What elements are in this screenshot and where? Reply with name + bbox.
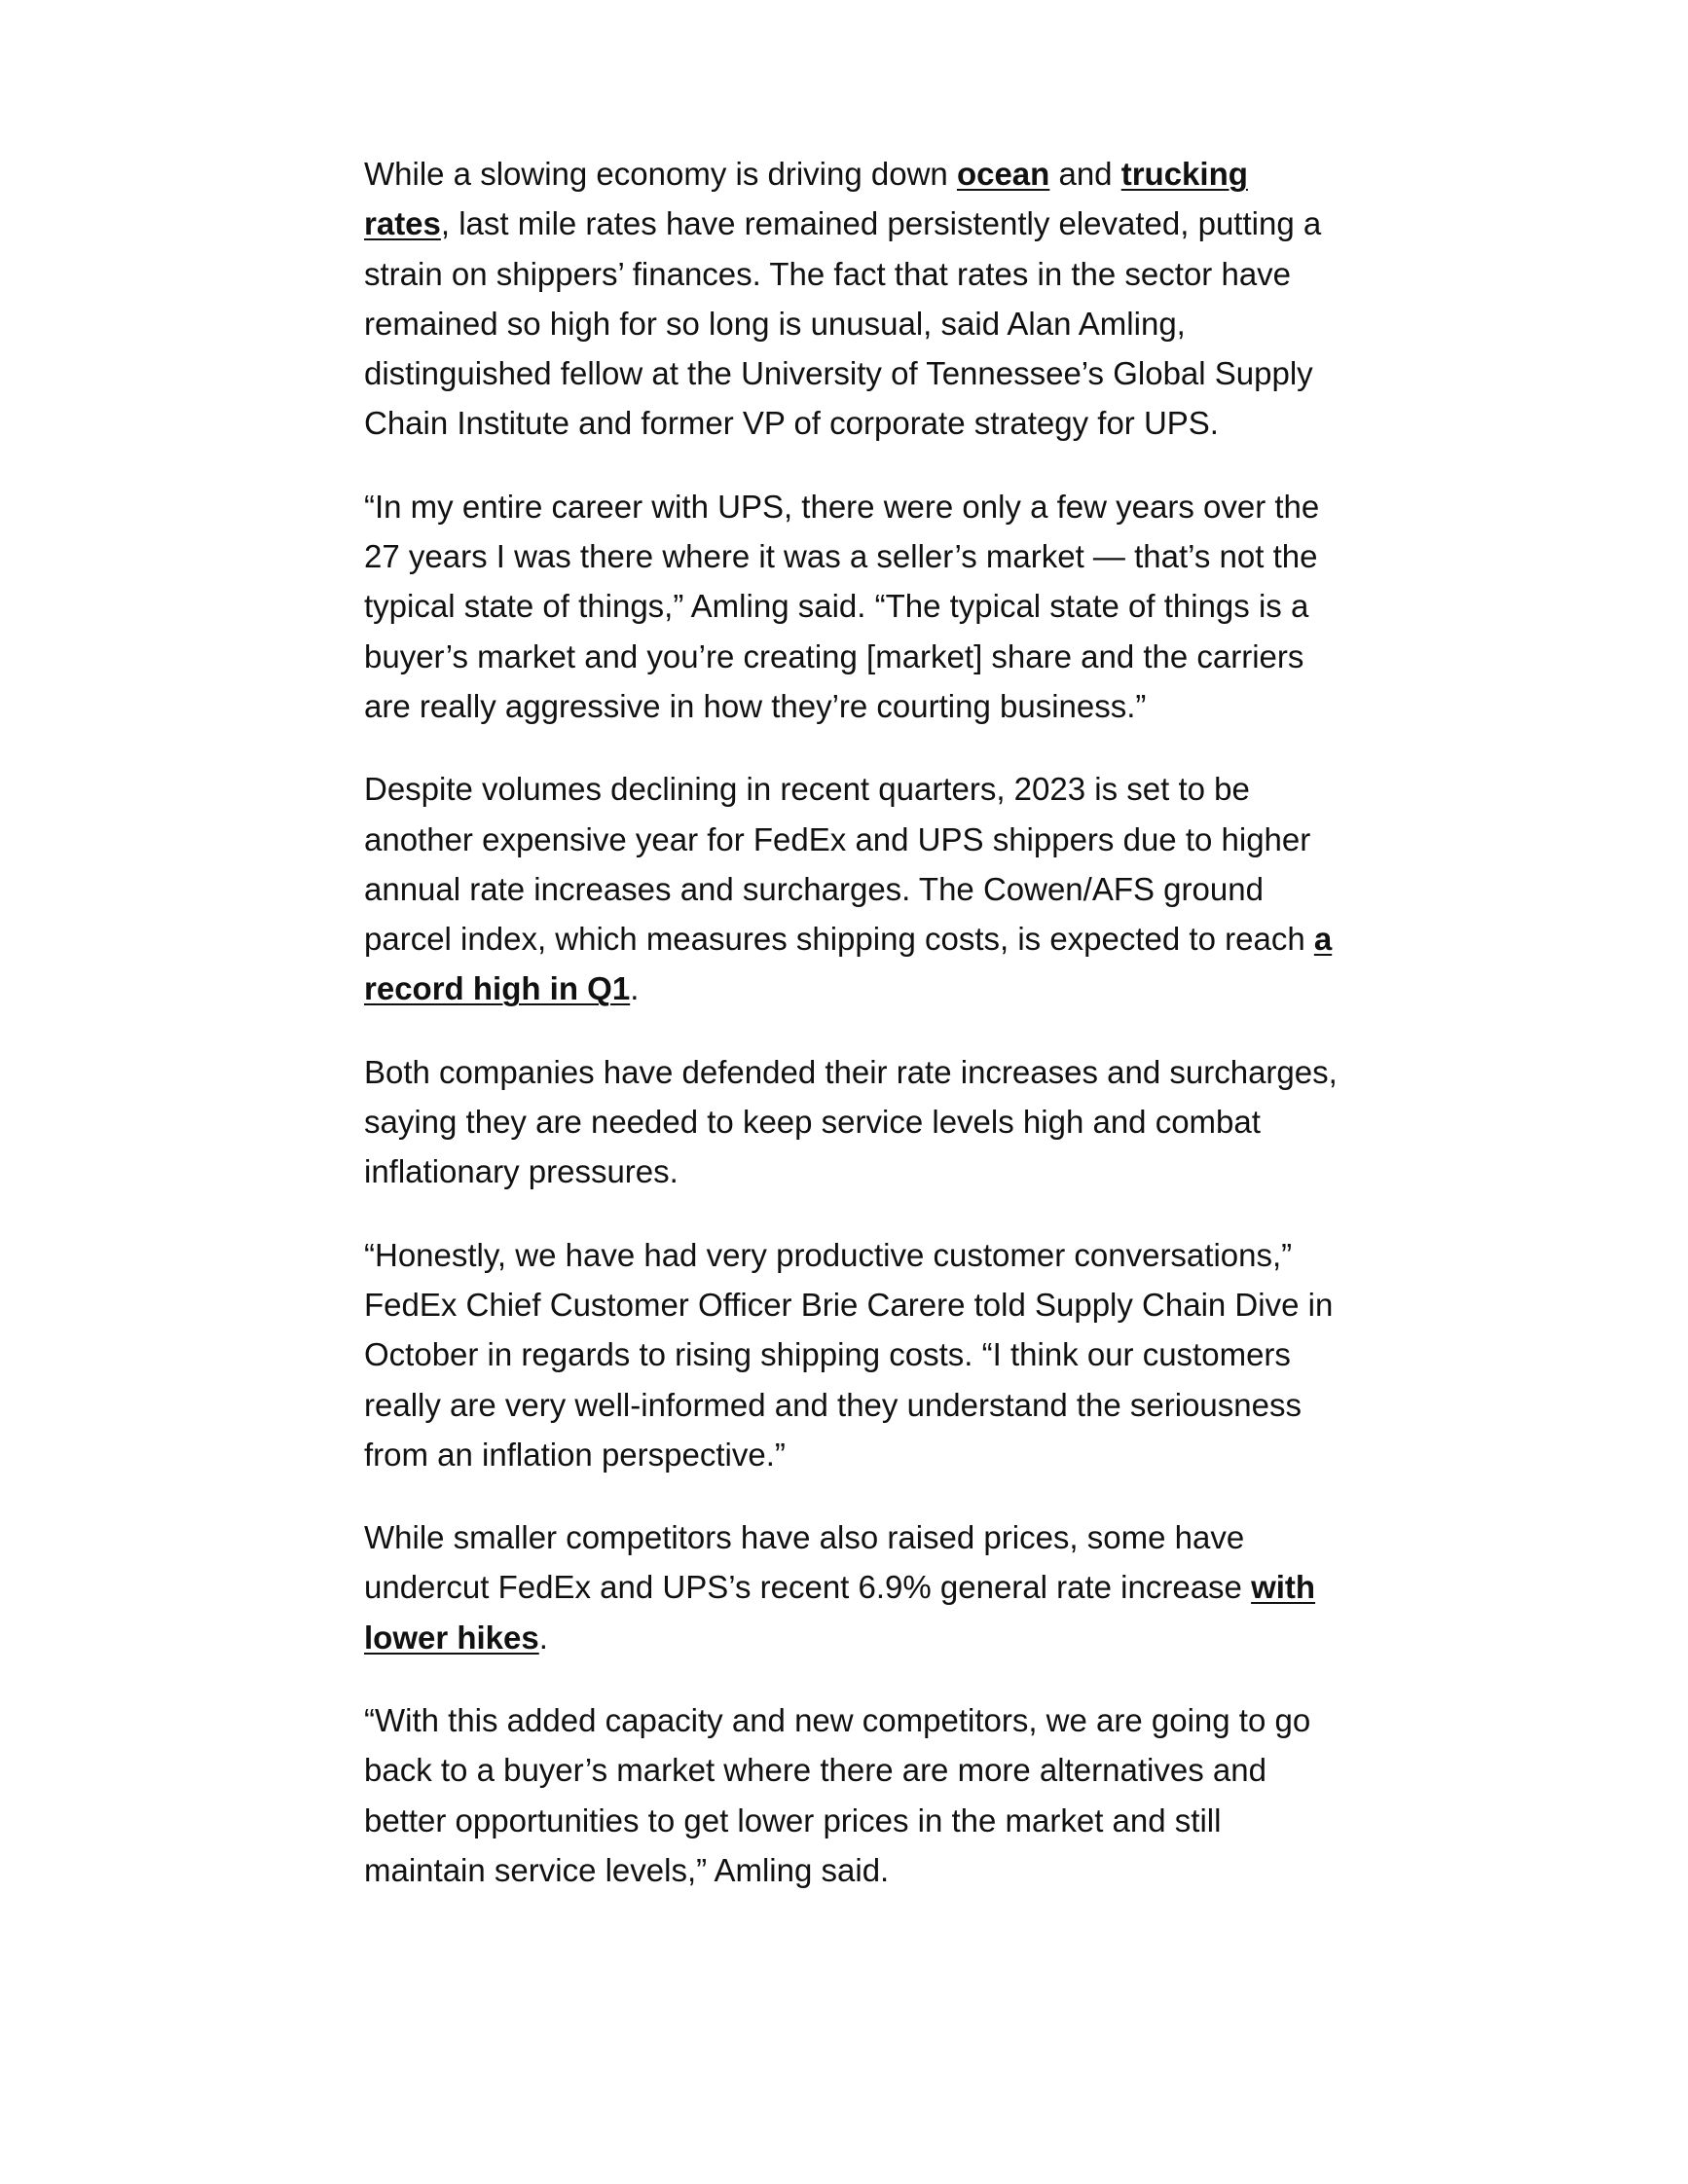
paragraph-defended-increases: Both companies have defended their rate increases and surcharges, saying they are needed to keep service levels high and combat inflationary pressures. <box>364 1053 1338 1190</box>
paragraph-rates <box>364 149 1338 449</box>
paragraph-text: . <box>538 1619 548 1656</box>
paragraph-text: and <box>1049 156 1121 192</box>
paragraph-text: Despite volumes declining in recent quarters, 2023 is set to be another expensive year for FedEx and UPS shippers due to higher annual rate increases and surcharges. The Cowen/AFS ground parcel index, which measures shipping costs, is expected to reach <box>364 771 1314 958</box>
paragraph-text: While a slowing economy is driving down <box>364 156 957 192</box>
ocean-rates-link[interactable]: ocean <box>956 156 1050 192</box>
paragraph-carere-quote: “Honestly, we have had very productive customer conversations,” FedEx Chief Customer Officer Brie Carere told Supply Chain Dive in October in regards to rising shipping costs. “I think our customers really are very well-informed and they understand the seriousness from an inflation perspective.” <box>364 1236 1334 1473</box>
paragraph-text: While smaller competitors have also raised prices, some have undercut FedEx and UPS’s recent 6.9% general rate increase <box>364 1519 1252 1606</box>
paragraph-amling-quote: “In my entire career with UPS, there were only a few years over the 27 years I was there where it was a seller’s market — that’s not the typical state of things,” Amling said. “The typical state of things is a buyer’s market and you’re creating [market] share and the carriers are really aggressive in how they’re courting business.” <box>364 488 1320 724</box>
record-high-link[interactable]: a record high in Q1 <box>364 921 1333 1007</box>
paragraph-text: , last mile rates have remained persistently elevated, putting a strain on shippers’ finances. The fact that rates in the sector have remained so high for so long is unusual, said Alan Amling, distinguished fellow at the University of Tennessee’s Global Supply Chain Institute and former VP of corporate strategy for UPS. <box>364 205 1322 442</box>
trucking-rates-link[interactable]: trucking rates <box>364 156 1248 242</box>
paragraph-text: . <box>630 970 640 1007</box>
lower-hikes-link[interactable]: with lower hikes <box>364 1569 1316 1656</box>
article-body <box>364 149 1338 1928</box>
paragraph-smaller-competitors <box>364 1512 1338 1662</box>
paragraph-buyers-market: “With this added capacity and new competitors, we are going to go back to a buyer’s market where there are more alternatives and better opportunities to get lower prices in the market and still maintain service levels,” Amling said. <box>364 1702 1311 1888</box>
paragraph-expensive-year <box>364 764 1338 1013</box>
